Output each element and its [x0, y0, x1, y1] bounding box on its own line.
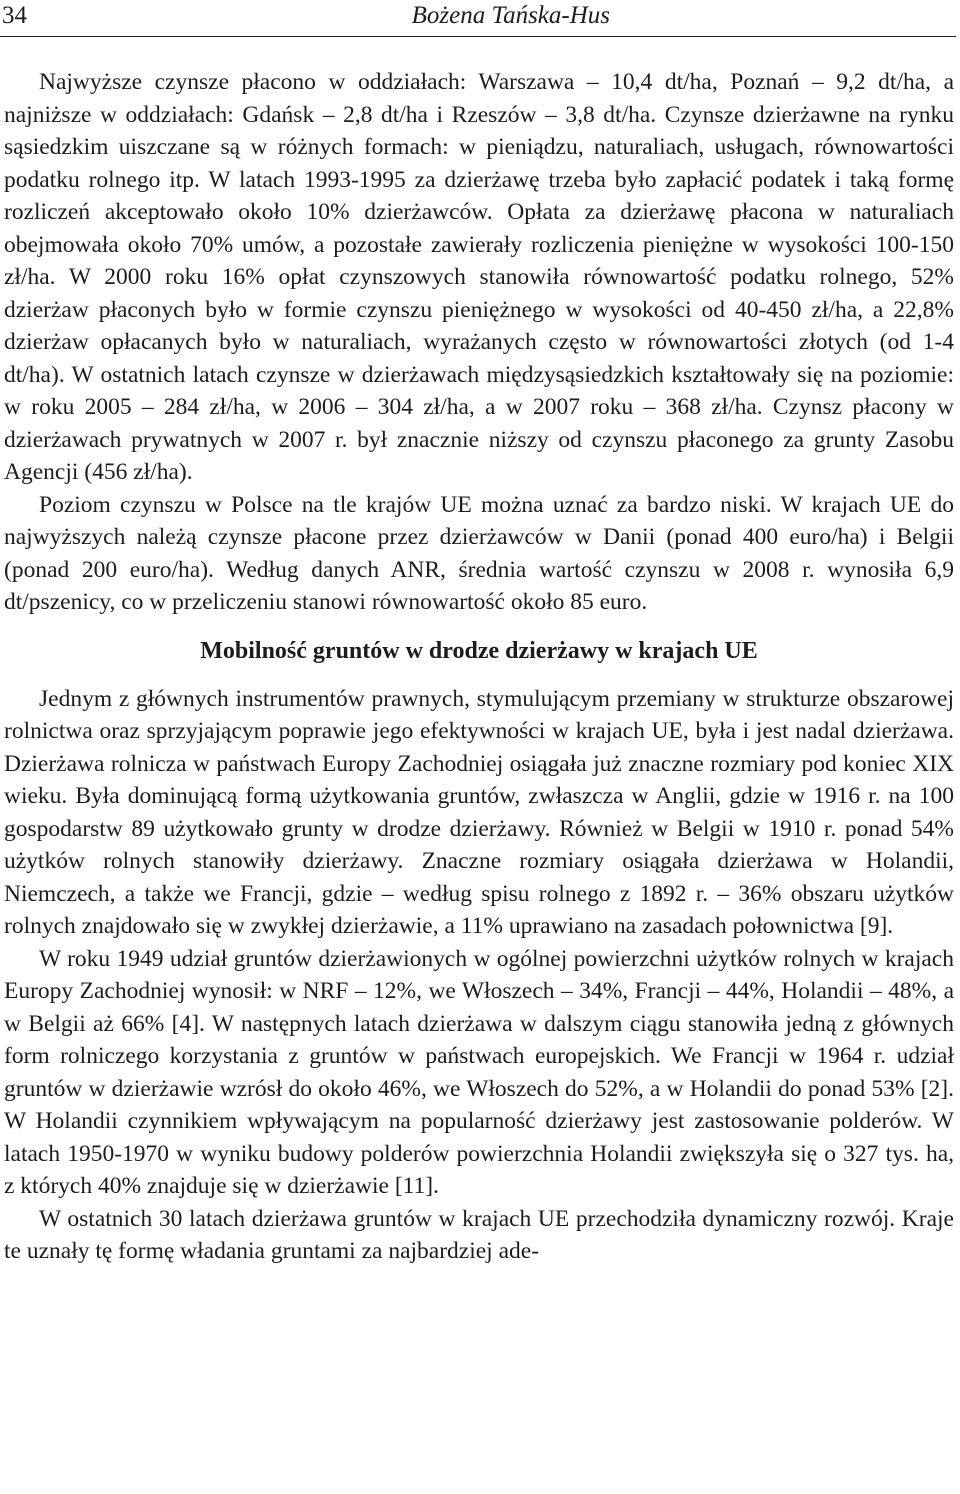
section-heading: Mobilność gruntów w drodze dzierżawy w krajach UE	[200, 637, 758, 664]
body-text	[4, 66, 954, 1268]
paragraph-lease-development: W ostatnich 30 latach dzierżawa gruntów w krajach UE przechodziła dynamiczny rozwój. Kraje te uznały tę formę władania gruntami za najbardziej ade-	[4, 1205, 954, 1264]
paragraph-rent-levels: Najwyższe czynsze płacono w oddziałach: Warszawa – 10,4 dt/ha, Poznań – 9,2 dt/ha, a najniższe w oddziałach: Gdańsk – 2,8 dt/ha i Rzeszów – 3,8 dt/ha. Czynsze dzierżawne na rynku sąsiedzkim uiszczane są w różnych formach: w pieniądzu, naturaliach, usługach, równowartości podatku rolnego itp. W latach 1993-1995 za dzierżawę trzeba było zapłacić podatek i taką formę rozliczeń akceptowało około 10% dzierżawców. Opłata za dzierżawę płacona w naturaliach obejmowała około 70% umów, a pozostałe zawierały rozliczenia pieniężne w wysokości 100-150 zł/ha. W 2000 roku 16% opłat czynszowych stanowiła równowartość podatku rolnego, 52% dzierżaw płaconych było w formie czynszu pieniężnego w wysokości od 40-450 zł/ha, a 22,8% dzierżaw opłacanych było w naturaliach, wyrażanych często w równowartości złotych (od 1-4 dt/ha). W ostatnich latach czynsze w dzierżawach międzysąsiedzkich kształtowały się na poziomie: w roku 2005 – 284 zł/ha, w 2006 – 304 zł/ha, a w 2007 roku – 368 zł/ha. Czynsz płacony w dzierżawach prywatnych w 2007 r. był znacznie niższy od czynszu płaconego za grunty Zasobu Agencji (456 zł/ha).	[4, 69, 954, 485]
paragraph-lease-instrument: Jednym z głównych instrumentów prawnych, stymulującym przemiany w strukturze obszarowej rolnictwa oraz sprzyjającym poprawie jego efektywności w krajach UE, była i jest nadal dzierżawa. Dzierżawa rolnicza w państwach Europy Zachodniej osiągała już znaczne rozmiary pod koniec XIX wieku. Była dominującą formą użytkowania gruntów, zwłaszcza w Anglii, gdzie w 1916 r. na 100 gospodarstw 89 użytkowało grunty w drodze dzierżawy. Również w Belgii w 1910 r. ponad 54% użytków rolnych stanowiły dzierżawy. Znaczne rozmiary osiągała dzierżawa w Holandii, Niemczech, a także we Francji, gdzie – według spisu rolnego z 1892 r. – 36% obszaru użytków rolnych znajdowało się w zwykłej dzierżawie, a 11% uprawiano na zasadach połownictwa [9].	[4, 685, 954, 939]
paragraph-lease-share-1949: W roku 1949 udział gruntów dzierżawionych w ogólnej powierzchni użytków rolnych w krajach Europy Zachodniej wynosił: w NRF – 12%, we Włoszech – 34%, Francji – 44%, Holandii – 48%, a w Belgii aż 66% [4]. W następnych latach dzierżawa w dalszym ciągu stanowiła jedną z głównych form rolniczego korzystania z gruntów w państwach europejskich. We Francji w 1964 r. udział gruntów w dzierżawie wzrósł do około 46%, we Włoszech do 52%, a w Holandii do ponad 53% [2]. W Holandii czynnikiem wpływającym na popularność dzierżawy jest zastosowanie polderów. W latach 1950-1970 w wyniku budowy polderów powierzchnia Holandii zwiększyła się o 327 tys. ha, z których 40% znajduje się w dzierżawie [11].	[4, 945, 954, 1199]
paragraph-rent-comparison-eu: Poziom czynszu w Polsce na tle krajów UE można uznać za bardzo niski. W krajach UE do najwyższych należą czynsze płacone przez dzierżawców w Danii (ponad 400 euro/ha) i Belgii (ponad 200 euro/ha). Według danych ANR, średnia wartość czynszu w 2008 r. wynosiła 6,9 dt/pszenicy, co w przeliczeniu stanowi równowartość około 85 euro.	[4, 491, 954, 615]
running-head-author: Bożena Tańska-Hus	[411, 2, 610, 29]
page-number: 34	[2, 2, 27, 29]
page-header	[0, 0, 956, 37]
